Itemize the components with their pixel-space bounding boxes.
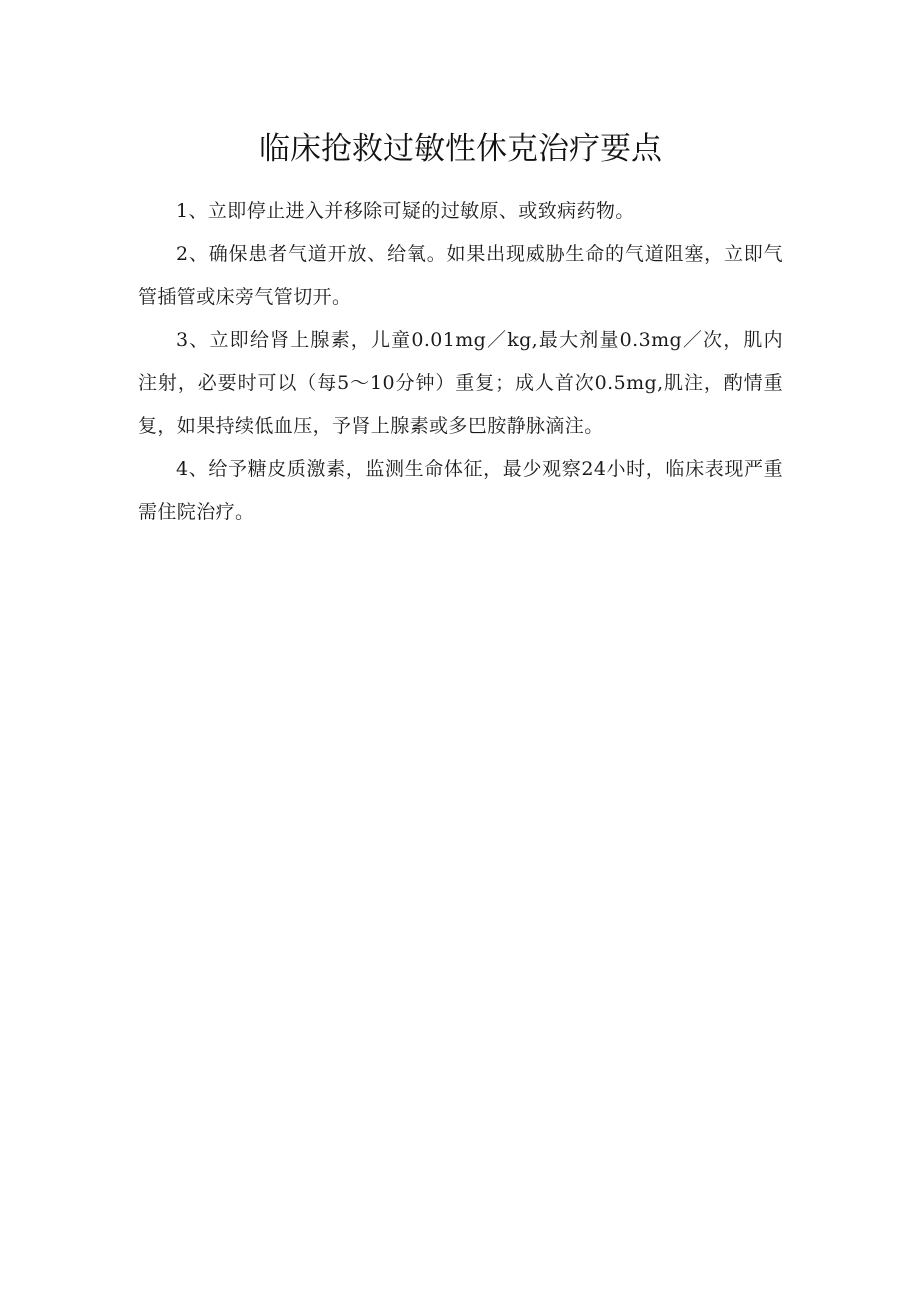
document-body bbox=[138, 190, 783, 534]
paragraph-step-3: 3、立即给肾上腺素，儿童0.01mg／kg,最大剂量0.3mg／次，肌内注射，必要时可以（每5～10分钟）重复；成人首次0.5mg,肌注，酌情重复，如果持续低血压，予肾上腺素或多巴胺静脉滴注。 bbox=[138, 329, 783, 437]
paragraph-step-2: 2、确保患者气道开放、给氧。如果出现威胁生命的气道阻塞，立即气管插管或床旁气管切开。 bbox=[138, 243, 783, 308]
document-page bbox=[138, 0, 783, 1301]
paragraph-step-1: 1、立即停止进入并移除可疑的过敏原、或致病药物。 bbox=[176, 200, 635, 222]
paragraph-step-4: 4、给予糖皮质激素，监测生命体征，最少观察24小时，临床表现严重需住院治疗。 bbox=[138, 458, 783, 523]
document-title: 临床抢救过敏性休克治疗要点 bbox=[259, 131, 662, 167]
